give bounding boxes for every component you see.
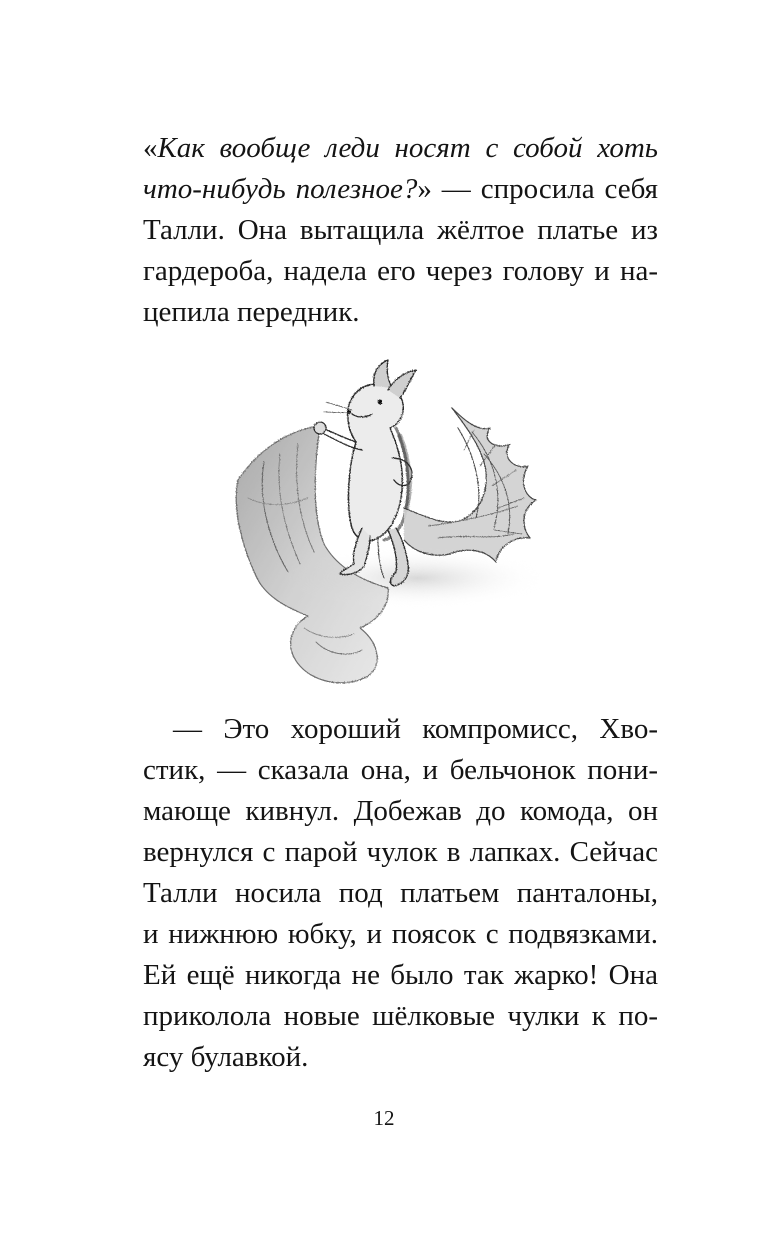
paragraph-1-line — [143, 292, 658, 333]
paragraph-2-line: и нижнюю юбку, и поясок с подвязками. — [143, 918, 658, 950]
text-fragment: Талли. Она вытащила жёлтое платье из — [143, 214, 658, 246]
paragraph-2-line: приколола новые шёлковые чулки к по- — [143, 1000, 658, 1032]
text-fragment: » — спросила себя — [417, 173, 658, 205]
paragraph-1-line — [143, 251, 658, 292]
paragraph-2-line: мающе кивнул. Добежав до комода, он — [143, 795, 658, 827]
text-fragment: « — [143, 132, 158, 164]
squirrel-with-dress-sketch-icon — [228, 358, 540, 694]
text-fragment: Как вообще леди носят с собой хоть — [157, 132, 658, 164]
paragraph-1-line — [143, 210, 658, 251]
paragraph-2-line: ясу булавкой. — [143, 1041, 309, 1073]
paragraph-2-line: вернулся с парой чулок в лапках. Сейчас — [143, 836, 658, 868]
paragraph-2-line: — Это хороший компромисс, Хво- — [173, 713, 658, 745]
text-fragment: что-нибудь полезное? — [143, 173, 418, 205]
paragraph-2-line: стик, — сказала она, и бельчонок пони- — [143, 754, 658, 786]
paragraph-2-line: Ей ещё никогда не было так жарко! Она — [143, 959, 658, 991]
page-number: 12 — [373, 1106, 395, 1130]
paragraph-2-line: Талли носила под платьем панталоны, — [143, 877, 658, 909]
paragraph-1 — [143, 128, 658, 333]
text-fragment: цепила передник. — [143, 296, 360, 328]
paragraph-1-line — [143, 169, 658, 210]
paragraph-1-line — [143, 128, 658, 169]
text-fragment: гардероба, надела его через голову и на- — [143, 255, 658, 287]
paragraph-2 — [143, 709, 658, 1078]
